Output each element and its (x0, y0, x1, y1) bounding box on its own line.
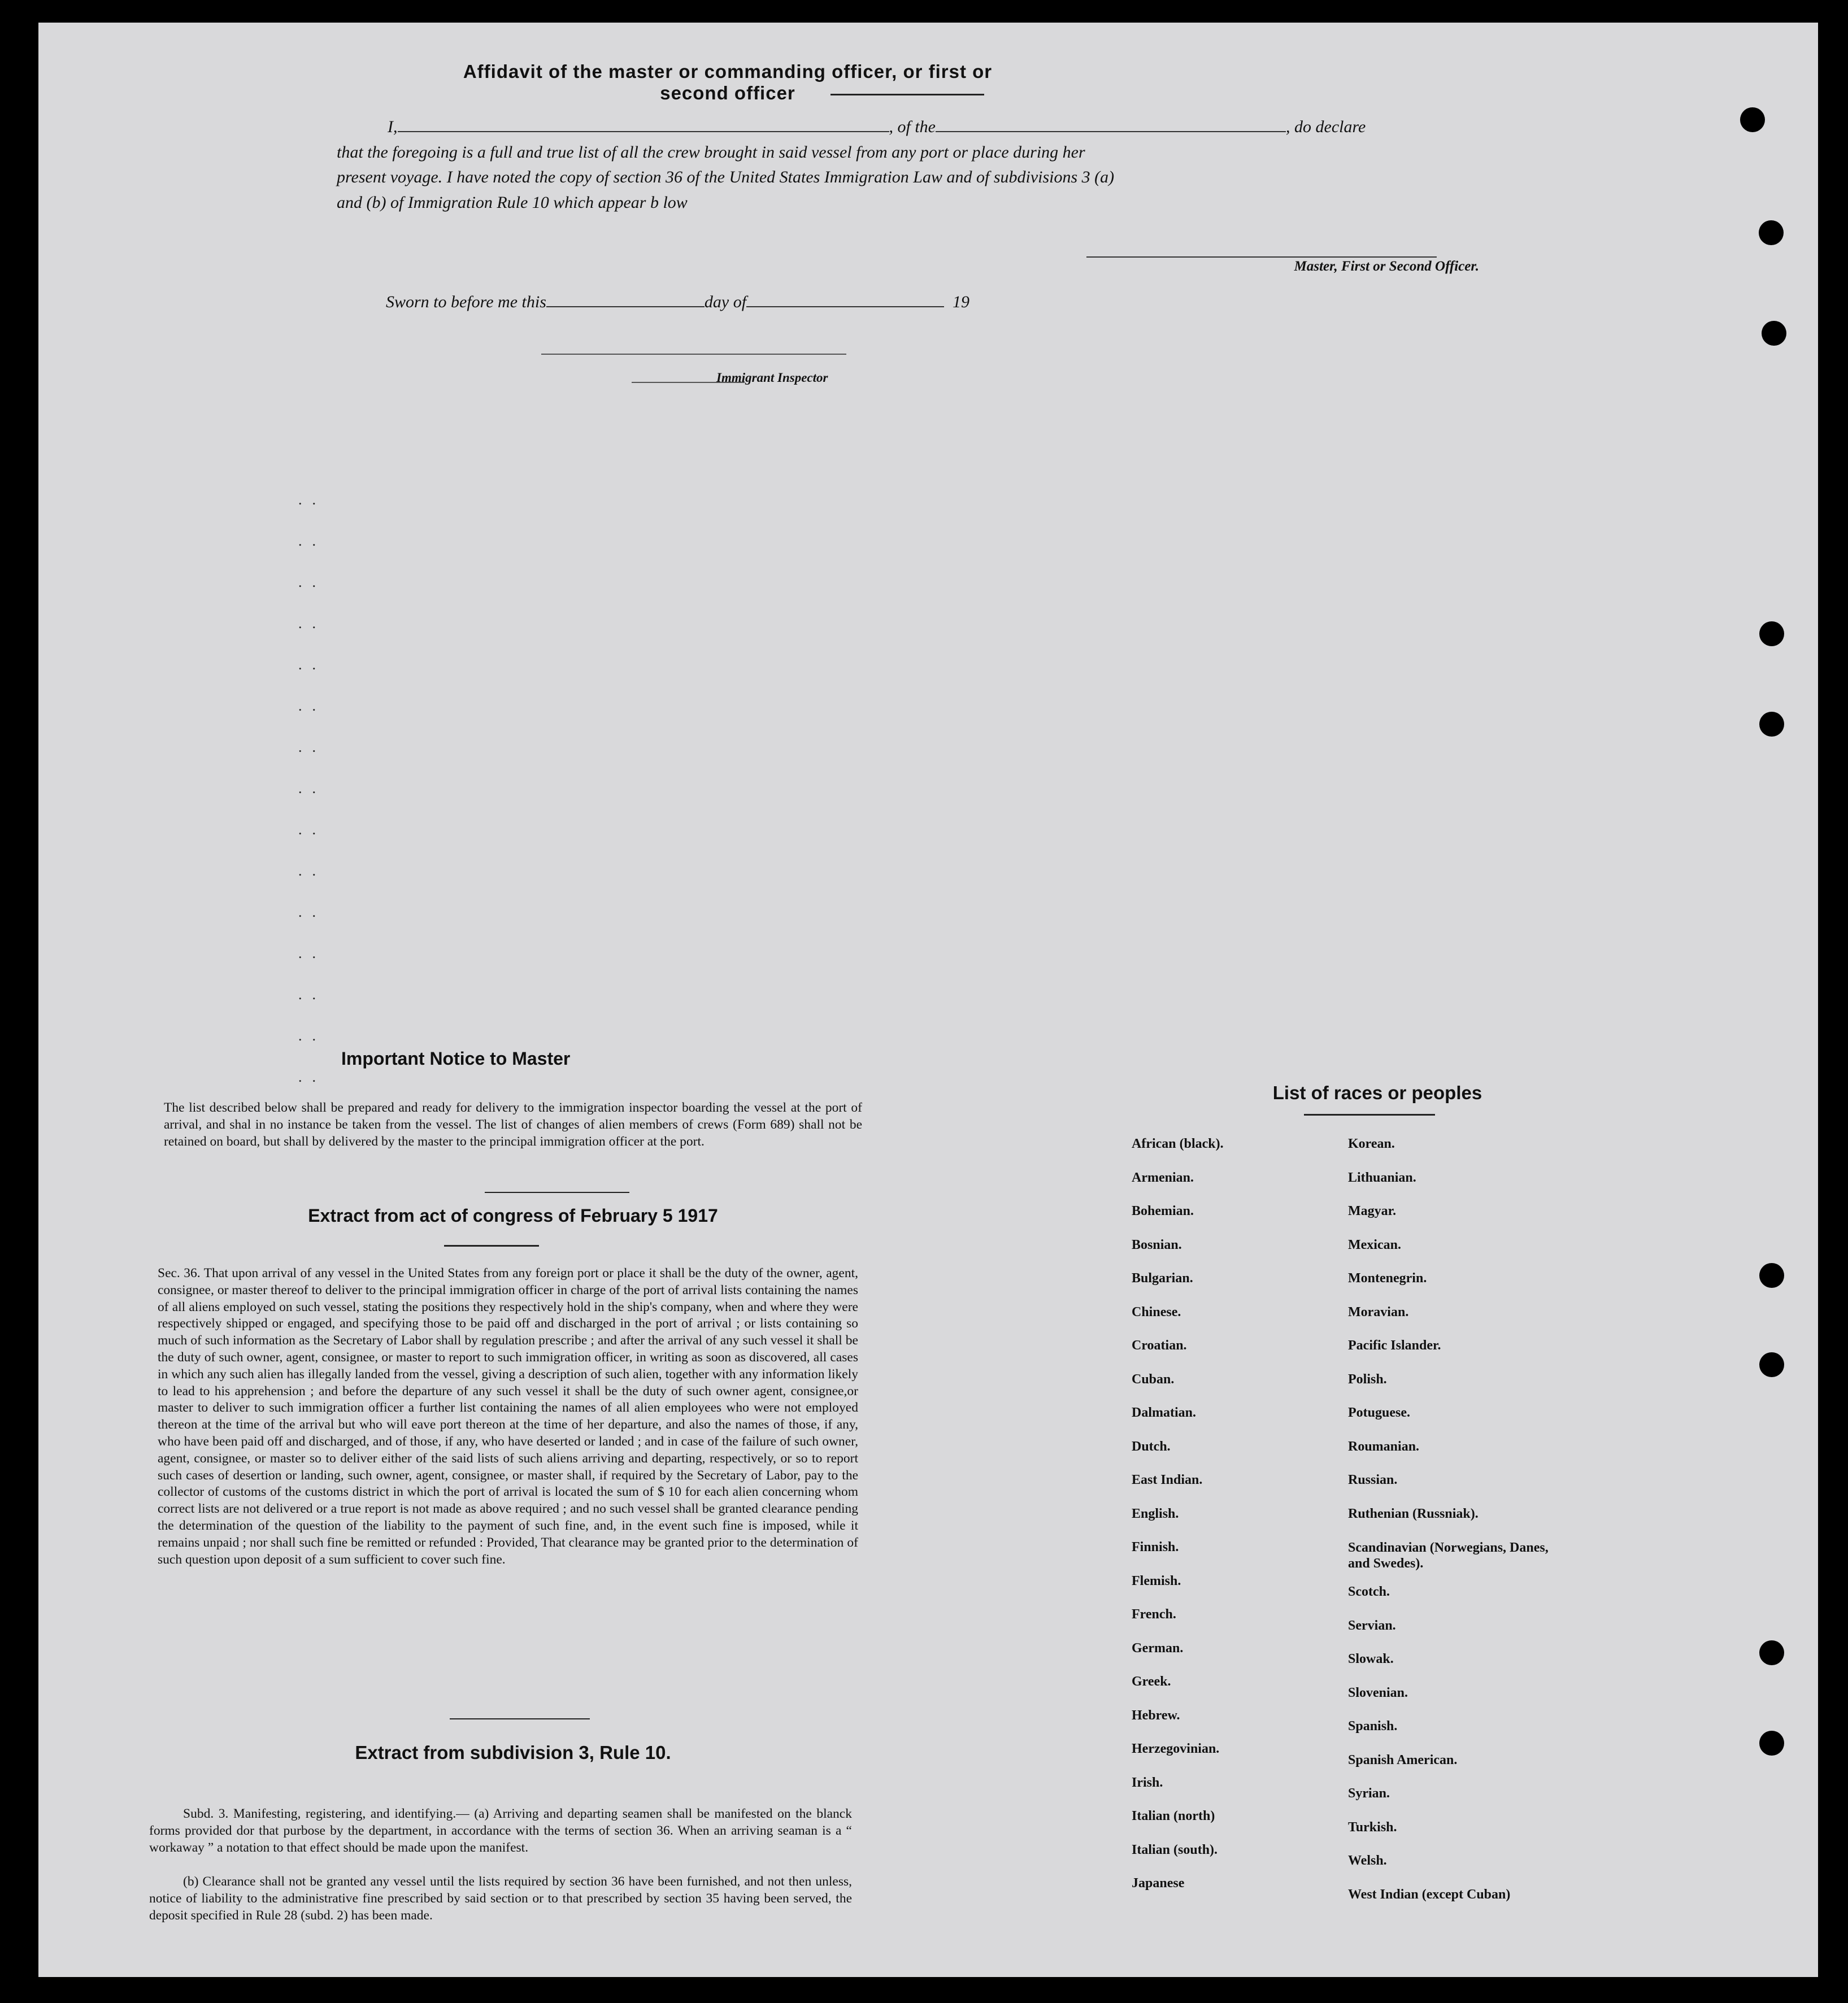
race-item: African (black). (1132, 1137, 1224, 1151)
race-item: Dalmatian. (1132, 1405, 1196, 1420)
race-item: Flemish. (1132, 1573, 1181, 1588)
race-item: Bohemian. (1132, 1204, 1194, 1218)
race-item: Welsh. (1348, 1853, 1387, 1868)
races-underline (1304, 1114, 1435, 1116)
binder-hole (1740, 107, 1765, 132)
race-item: Finnish. (1132, 1540, 1179, 1554)
race-item: Armenian. (1132, 1170, 1194, 1185)
races-left-column (1132, 1137, 1335, 1910)
affidavit-line2: that the foregoing is a full and true list of all the crew brought in said vessel from any port or place during her (337, 143, 1085, 162)
extract2-divider (450, 1718, 590, 1719)
race-item: Chinese. (1132, 1304, 1181, 1320)
inspector-line (541, 354, 846, 355)
affidavit-line1-mid: , of the (889, 117, 936, 136)
race-item: Servian. (1348, 1618, 1396, 1633)
signature-line (1086, 256, 1437, 258)
binder-hole (1759, 1640, 1784, 1665)
race-item: Korean. (1348, 1137, 1395, 1151)
notice-divider (485, 1192, 629, 1193)
extract2-heading: Extract from subdivision 3, Rule 10. (355, 1742, 671, 1763)
heading-underline (830, 94, 984, 95)
race-item: Scotch. (1348, 1584, 1390, 1599)
race-item: Herzegovinian. (1132, 1741, 1220, 1756)
race-item: Potuguese. (1348, 1405, 1410, 1420)
race-item: Syrian. (1348, 1786, 1390, 1801)
race-item: Hebrew. (1132, 1708, 1180, 1723)
race-item: Scandinavian (Norwegians, Danes, and Swedes). (1348, 1540, 1549, 1571)
notice-heading: Important Notice to Master (341, 1048, 571, 1069)
sworn-pre: Sworn to before me this (386, 293, 546, 311)
day-blank (546, 306, 705, 307)
affidavit-heading: Affidavit of the master or commanding officer, or first or second officer (463, 61, 993, 103)
affidavit-line4: and (b) of Immigration Rule 10 which appear b low (337, 193, 688, 212)
binder-hole (1759, 1731, 1784, 1756)
sworn-mid: day of (704, 293, 747, 311)
race-item: Polish. (1348, 1371, 1387, 1387)
race-item: German. (1132, 1640, 1184, 1656)
document-sheet (38, 23, 1818, 1977)
extract2-para2: (b) Clearance shall not be granted any vessel until the lists required by section 36 have been furnished, and not then unless, notice of liability to the administrative fine prescribed by said section or to that prescribed by section 35 having been served, the deposit specified in Rule 28 (subd. 2) has been made. (149, 1874, 852, 1923)
race-item: Spanish American. (1348, 1752, 1458, 1767)
affidavit-line3: present voyage. I have noted the copy of section 36 of the United States Immigration Law and of subdivisions 3 (a) (337, 168, 1115, 186)
race-item: Cuban. (1132, 1371, 1175, 1387)
races-heading: List of races or peoples (1272, 1082, 1482, 1103)
race-item: French. (1132, 1607, 1176, 1622)
binder-hole (1762, 321, 1786, 346)
races-right-column (1348, 1137, 1642, 1921)
race-item: Turkish. (1348, 1819, 1397, 1835)
race-item: Ruthenian (Russniak). (1348, 1506, 1479, 1521)
month-blank (746, 306, 944, 307)
signature-label: Master, First or Second Officer. (1294, 259, 1479, 274)
race-item: Magyar. (1348, 1204, 1397, 1218)
binder-hole (1759, 712, 1784, 737)
affidavit-line1 (388, 117, 1495, 137)
race-item: Dutch. (1132, 1439, 1171, 1454)
dot-column: .. .. .. .. .. .. .. .. .. .. .. .. .. .. .. (298, 491, 326, 1085)
race-item: Bosnian. (1132, 1237, 1182, 1252)
race-item: Slovenian. (1348, 1685, 1408, 1700)
race-item: Japanese (1132, 1876, 1185, 1891)
notice-body: The list described below shall be prepared and ready for delivery to the immigration inspector boarding the vessel at the port of arrival, and shal in no instance be taken from the vessel. The list of changes of alien members of crews (Form 689) shall not be retained on board, but shall by delivered by the master to the principal immigration officer at the port. (164, 1100, 862, 1149)
race-item: Spanish. (1348, 1719, 1398, 1734)
binder-hole (1759, 1263, 1784, 1288)
affidavit-line1-pre: I, (388, 117, 398, 136)
race-item: West Indian (except Cuban) (1348, 1887, 1511, 1902)
race-item: Moravian. (1348, 1304, 1409, 1320)
binder-hole (1759, 220, 1784, 245)
race-item: Mexican. (1348, 1237, 1401, 1252)
race-item: Croatian. (1132, 1338, 1187, 1353)
race-item: Slowak. (1348, 1652, 1394, 1666)
inspector-label: Immigrant Inspector (716, 371, 828, 385)
race-item: Bulgarian. (1132, 1271, 1193, 1286)
race-item: Pacific Islander. (1348, 1338, 1441, 1353)
sworn-year: 19 (953, 293, 970, 311)
race-item: Lithuanian. (1348, 1170, 1416, 1185)
race-item: Italian (south). (1132, 1842, 1218, 1857)
race-item: Montenegrin. (1348, 1271, 1427, 1286)
extract2-para1: Subd. 3. Manifesting, registering, and identifying.— (a) Arriving and departing seamen shall be manifested on the blanck forms provided dor that purbose by the department, in accordance with the terms of section 36. When an arriving seaman is a “ workaway ” a notation to that effect should be made upon the manifest. (149, 1806, 852, 1855)
extract1-body: Sec. 36. That upon arrival of any vessel in the United States from any foreign port or place it shall be the duty of the owner, agent, consignee, or master thereof to deliver to the principal immigration officer in charge of the port of arrival lists containing the names of all aliens employed on such vessel, stating the positions they respectively hold in the ship's company, when and where they were respectively shipped or engaged, and specifying those to be paid off and discharged in the port of arrival ; or lists containing so much of such information as the Secretary of Labor shall by regulation prescribe ; and after the arrival of any such vessel it shall be the duty of such owner, agent, consignee, or master to report to such immigration officer, in writing as soon as discovered, all cases in which any such alien has illegally landed from the vessel, giving a description of such alien, together with any information likely to lead to his apprehension ; and before the departure of any such vessel it shall be the duty of such owner agent, consignee,or master to deliver to such immigration officer a further list containing the names of all alien employees who were not employed thereon at the time of the arrival but who will eave port thereon at the time of her departure, and also the names of those, if any, who have been paid off and discharged, and of those, if any, who have deserted or landed ; and in case of the failure of such owner, agent, consignee, or master so to deliver either of the said lists of such aliens arriving and departing, respectively, or so to report such cases of desertion or landing, such owner, agent, consignee, or master shall, if required by the Secretary of Labor, pay to the collector of customs of the customs district in which the port of arrival is located the sum of $ 10 for each alien concerning whom correct lists are not delivered or a true report is not made as above required ; and no such vessel shall be granted clearance pending the determination of the question of the liability to the payment of such fine, and, in the event such fine is imposed, while it remains unpaid ; nor shall such fine be remitted or refunded : Provided, That clearance may be granted prior to the determination of such question upon deposit of a sum sufficient to cover such fine. (158, 1266, 858, 1567)
affidavit-line1-post: , do declare (1286, 117, 1366, 136)
extract1-underline (444, 1245, 539, 1247)
name-blank (398, 131, 889, 132)
race-item: Greek. (1132, 1674, 1171, 1689)
race-item: East Indian. (1132, 1473, 1203, 1487)
race-item: Russian. (1348, 1473, 1398, 1487)
race-item: Irish. (1132, 1775, 1163, 1790)
sworn-line (386, 293, 1177, 312)
binder-hole (1759, 1352, 1784, 1377)
race-item: English. (1132, 1506, 1179, 1521)
vessel-blank (936, 131, 1286, 132)
race-item: Roumanian. (1348, 1439, 1420, 1454)
race-item: Italian (north) (1132, 1809, 1215, 1823)
binder-hole (1759, 621, 1784, 646)
extract1-heading: Extract from act of congress of February 5 1917 (308, 1205, 718, 1226)
